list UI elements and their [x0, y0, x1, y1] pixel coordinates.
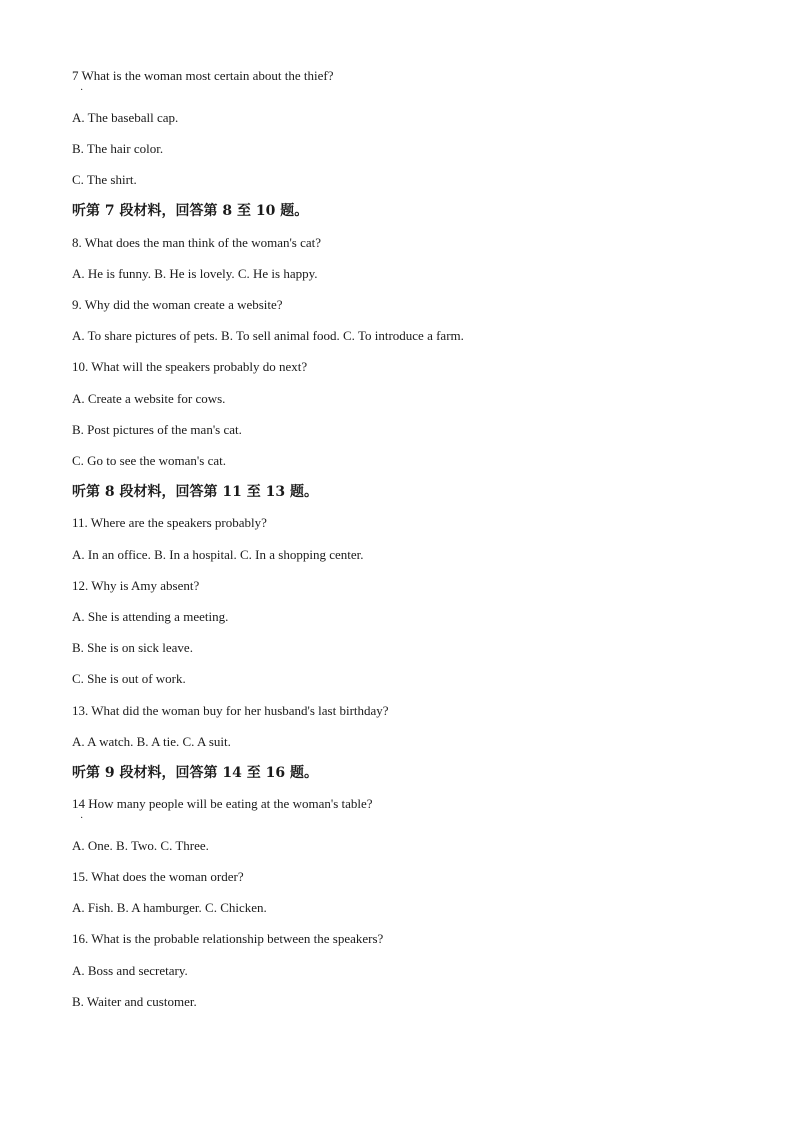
question-8-options: A. He is funny. B. He is lovely. C. He is happy. — [72, 266, 318, 281]
section-heading-7: 听第 7 段材料，回答第 8 至 10 题。 — [72, 203, 309, 219]
question-12-option-a: A. She is attending a meeting. — [72, 609, 229, 624]
section-heading-8: 听第 8 段材料，回答第 11 至 13 题。 — [72, 484, 318, 500]
question-14: 14 How many people will be eating at the woman's table? — [72, 796, 373, 811]
question-14-options: A. One. B. Two. C. Three. — [72, 838, 209, 853]
question-9-options: A. To share pictures of pets. B. To sell animal food. C. To introduce a farm. — [72, 328, 464, 343]
question-13: 13. What did the woman buy for her husband's last birthday? — [72, 703, 389, 718]
question-11: 11. Where are the speakers probably? — [72, 515, 267, 530]
question-12-option-b: B. She is on sick leave. — [72, 640, 193, 655]
question-10-option-a: A. Create a website for cows. — [72, 391, 226, 406]
question-7-option-b: B. The hair color. — [72, 141, 164, 156]
question-15-options: A. Fish. B. A hamburger. C. Chicken. — [72, 900, 267, 915]
question-7-mark: · — [80, 85, 84, 96]
question-7-option-c: C. The shirt. — [72, 172, 137, 187]
question-16-option-a: A. Boss and secretary. — [72, 963, 188, 978]
section-heading-9: 听第 9 段材料，回答第 14 至 16 题。 — [72, 765, 318, 781]
question-7-option-a: A. The baseball cap. — [72, 110, 179, 125]
question-14-mark: · — [80, 813, 84, 824]
question-10: 10. What will the speakers probably do next? — [72, 359, 308, 374]
question-12: 12. Why is Amy absent? — [72, 578, 200, 593]
question-10-option-c: C. Go to see the woman's cat. — [72, 453, 226, 468]
question-15: 15. What does the woman order? — [72, 869, 244, 884]
question-13-options: A. A watch. B. A tie. C. A suit. — [72, 734, 231, 749]
question-16-option-b: B. Waiter and customer. — [72, 994, 197, 1009]
question-10-option-b: B. Post pictures of the man's cat. — [72, 422, 242, 437]
question-8: 8. What does the man think of the woman's cat? — [72, 235, 322, 250]
question-12-option-c: C. She is out of work. — [72, 671, 186, 686]
question-7: 7 What is the woman most certain about the thief? — [72, 68, 334, 83]
question-16: 16. What is the probable relationship between the speakers? — [72, 931, 384, 946]
question-11-options: A. In an office. B. In a hospital. C. In a shopping center. — [72, 547, 364, 562]
question-9: 9. Why did the woman create a website? — [72, 297, 283, 312]
